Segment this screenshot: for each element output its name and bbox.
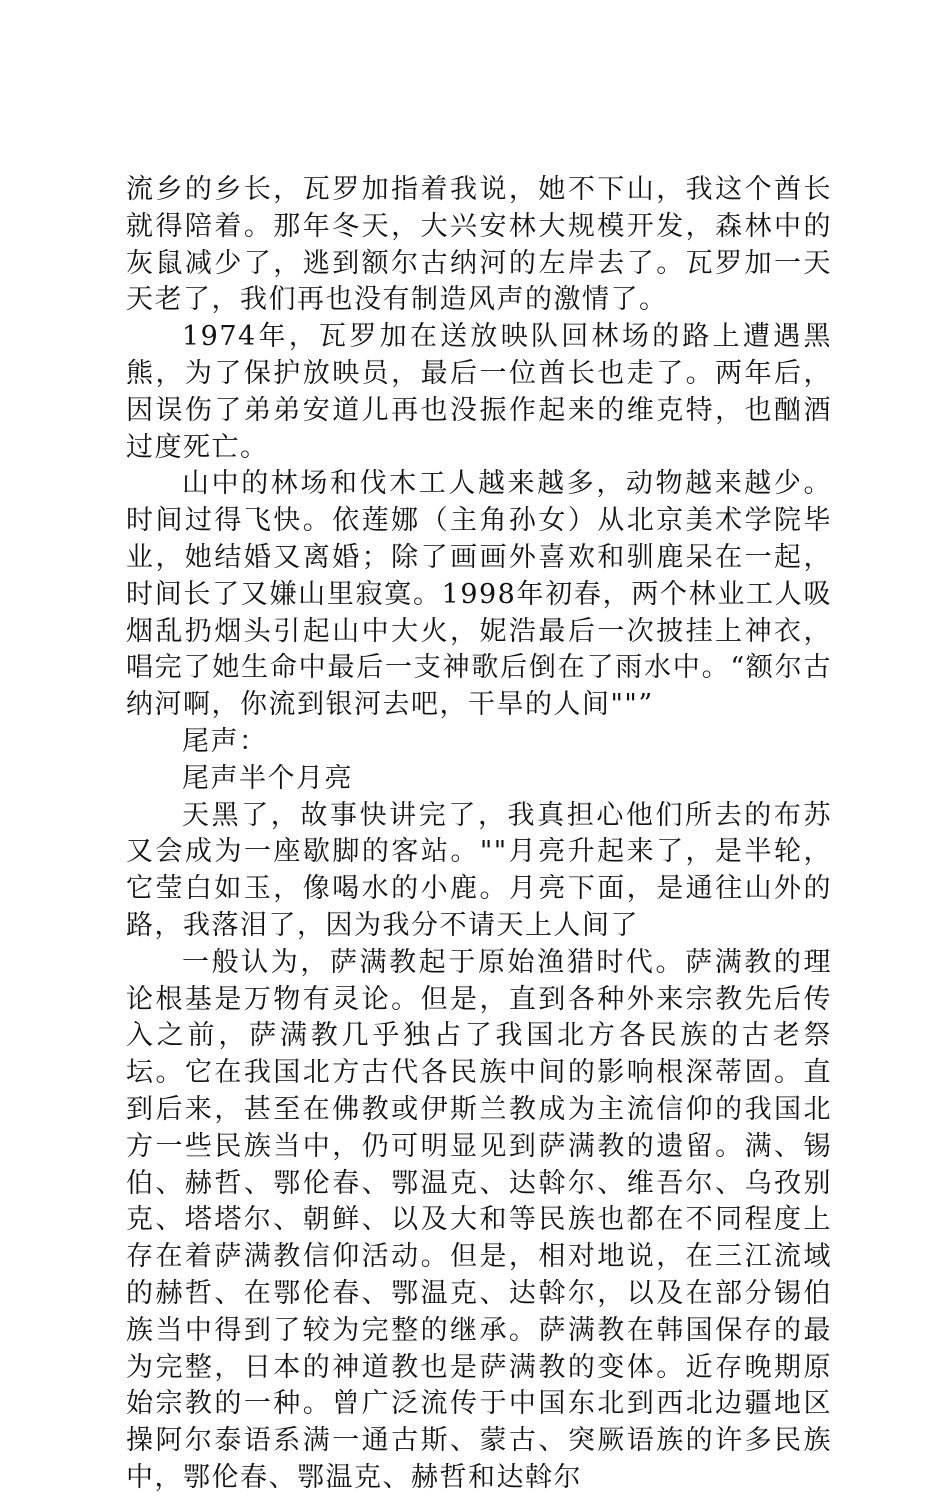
document-body [126,172,832,1497]
epilogue-subtitle: 尾声半个月亮 [182,762,353,794]
paragraph-forest-fire: 山中的林场和伐木工人越来越多，动物越来越少。时间过得飞快。依莲娜（主角孙女）从北京美术学院毕业，她结婚又离婚；除了画画外喜欢和驯鹿呆在一起，时间长了又嫌山里寂寞。1998年初春，两个林业工人吸烟乱扔烟头引起山中大火，妮浩最后一次披挂上神衣，唱完了她生命中最后一支神歌后倒在了雨水中。“额尔古纳河啊，你流到银河去吧，干旱的人间""” [126,468,832,721]
paragraph-shamanism: 一般认为，萨满教起于原始渔猎时代。萨满教的理论根基是万物有灵论。但是，直到各种外来宗教先后传入之前，萨满教几乎独占了我国北方各民族的古老祭坛。它在我国北方古代各民族中间的影响根深蒂固。直到后来，甚至在佛教或伊斯兰教成为主流信仰的我国北方一些民族当中，仍可明显见到萨满教的遗留。满、锡伯、赫哲、鄂伦春、鄂温克、达斡尔、维吾尔、乌孜别克、塔塔尔、朝鲜、以及大和等民族也都在不同程度上存在着萨满教信仰活动。但是，相对地说，在三江流域的赫哲、在鄂伦春、鄂温克、达斡尔，以及在部分锡伯族当中得到了较为完整的继承。萨满教在韩国保存的最为完整，日本的神道教也是萨满教的变体。近存晚期原始宗教的一种。曾广泛流传于中国东北到西北边疆地区操阿尔泰语系满一通古斯、蒙古、突厥语族的许多民族中，鄂伦春、鄂温克、赫哲和达斡尔 [126,946,832,1493]
paragraph-epilogue: 天黑了，故事快讲完了，我真担心他们所去的布苏又会成为一座歇脚的客站。""月亮升起来了，是半轮，它莹白如玉，像喝水的小鹿。月亮下面，是通往山外的路，我落泪了，因为我分不请天上人间了 [126,799,832,941]
paragraph-1974: 1974年，瓦罗加在送放映队回林场的路上遭遇黑熊，为了保护放映员，最后一位酋长也走了。两年后，因误伤了弟弟安道儿再也没振作起来的维克特，也酗酒过度死亡。 [126,321,832,463]
epilogue-heading: 尾声： [182,725,268,757]
paragraph-continuation: 流乡的乡长，瓦罗加指着我说，她不下山，我这个酋长就得陪着。那年冬天，大兴安林大规模开发，森林中的灰鼠减少了，逃到额尔古纳河的左岸去了。瓦罗加一天天老了，我们再也没有制造风声的激情了。 [126,174,832,316]
